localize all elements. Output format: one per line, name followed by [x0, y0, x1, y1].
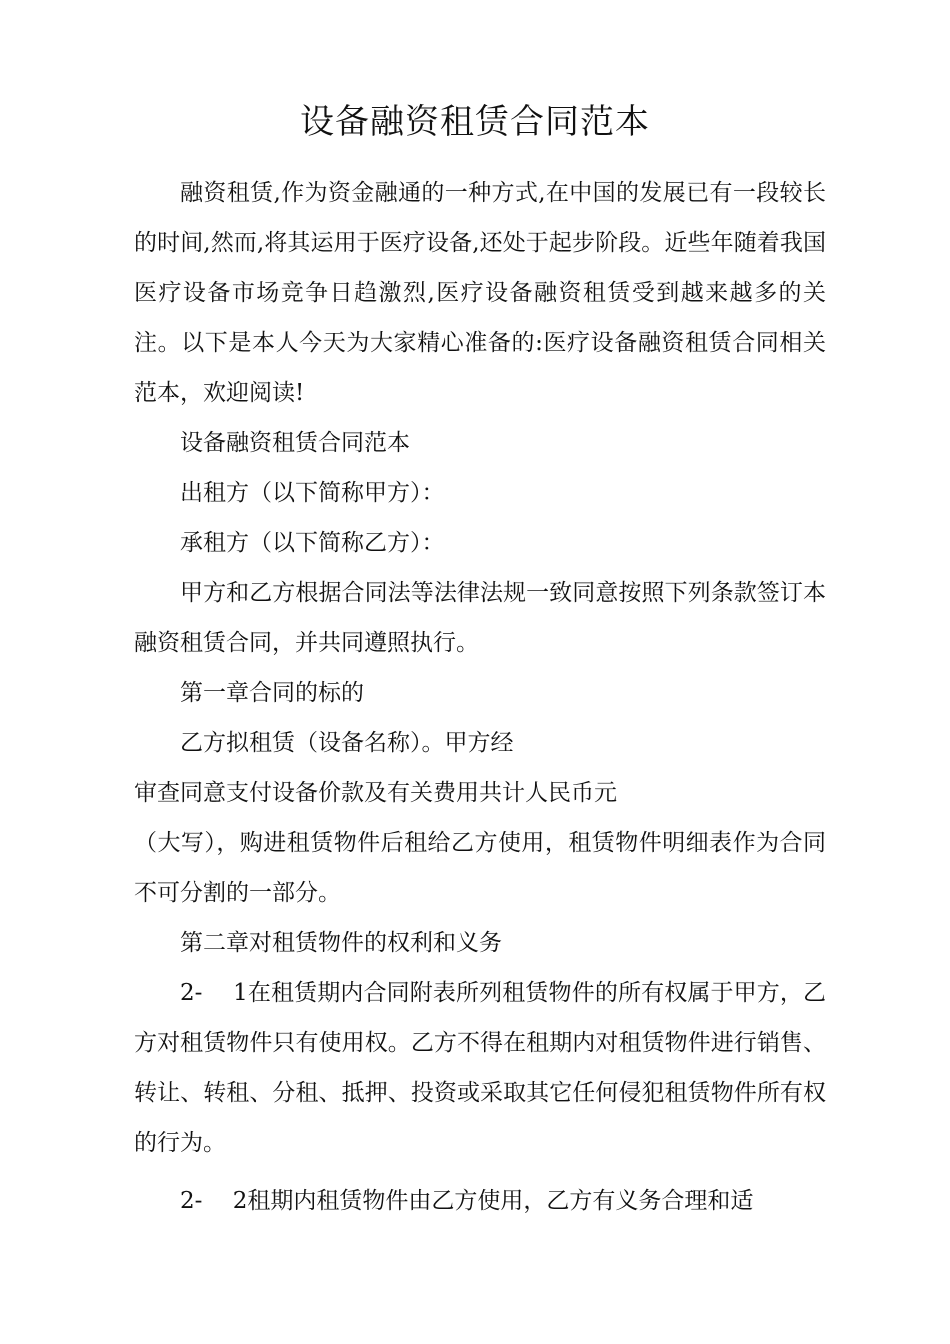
contract-heading: 设备融资租赁合同范本 [180, 430, 410, 456]
lease-equipment-line: 乙方拟租赁（设备名称）。甲方经 [180, 730, 514, 756]
paragraph-gap [134, 1168, 826, 1176]
clause-2-2: 2- 2租期内租赁物件由乙方使用，乙方有义务合理和适 [180, 1188, 754, 1214]
document-body [134, 168, 826, 1226]
payment-line: 审查同意支付设备价款及有关费用共计人民币元 [134, 780, 617, 806]
document-title: 设备融资租赁合同范本 [300, 102, 650, 142]
agreement-paragraph: 甲方和乙方根据合同法等法律法规一致同意按照下列条款签订本融资租赁合同，并共同遵照执行。 [134, 580, 826, 656]
purchase-paragraph: （大写），购进租赁物件后租给乙方使用，租赁物件明细表作为合同不可分割的一部分。 [134, 830, 826, 906]
lessor-line: 出租方（以下简称甲方）： [180, 480, 445, 506]
lessee-line: 承租方（以下简称乙方）： [180, 530, 445, 556]
chapter-one-heading: 第一章合同的标的 [180, 680, 364, 706]
chapter-two-heading: 第二章对租赁物件的权利和义务 [180, 930, 502, 956]
intro-paragraph: 融资租赁,作为资金融通的一种方式,在中国的发展已有一段较长的时间,然而,将其运用于医疗设备,还处于起步阶段。近些年随着我国医疗设备市场竞争日趋激烈,医疗设备融资租赁受到越来越多的关注。以下是本人今天为大家精心准备的:医疗设备融资租赁合同相关范本，欢迎阅读! [134, 180, 826, 406]
clause-2-1: 2- 1在租赁期内合同附表所列租赁物件的所有权属于甲方，乙方对租赁物件只有使用权。乙方不得在租期内对租赁物件进行销售、转让、转租、分租、抵押、投资或采取其它任何侵犯租赁物件所有权的行为。 [134, 980, 826, 1156]
